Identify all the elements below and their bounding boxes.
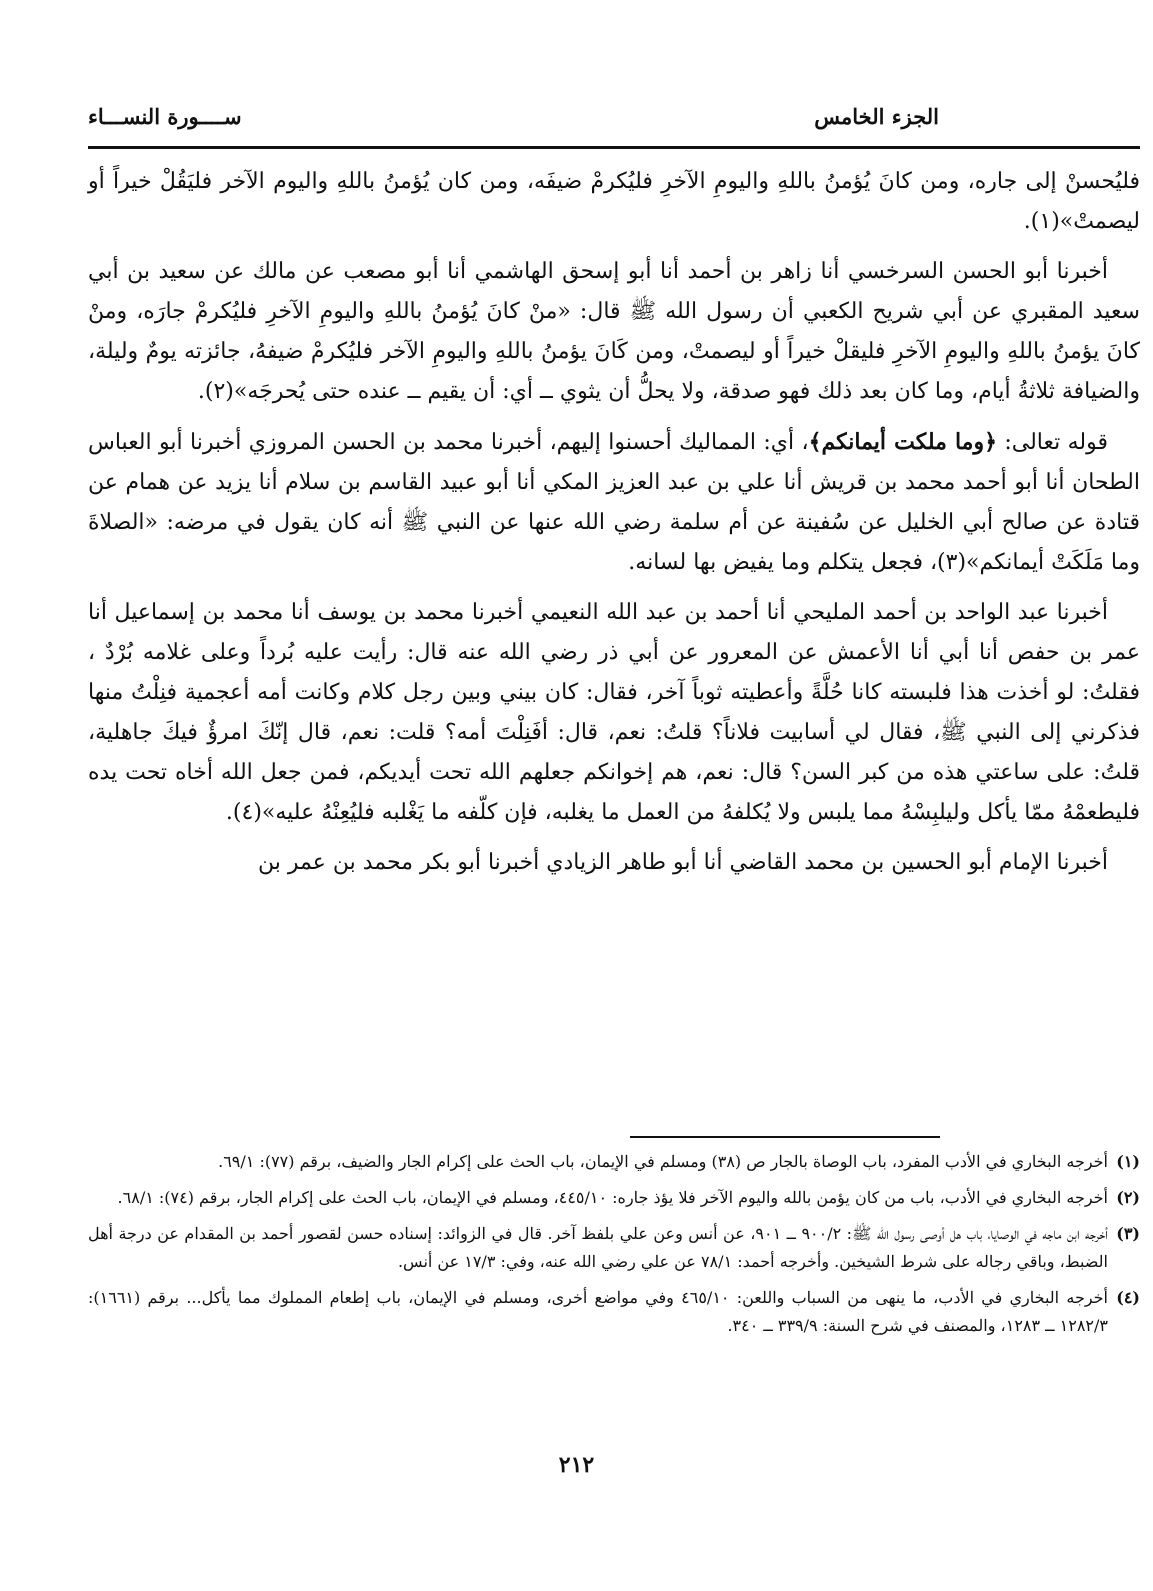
footnote (88, 1220, 1140, 1276)
verse-intro: قوله تعالى: (996, 430, 1109, 455)
footnote-text: أخرجه البخاري في الأدب، باب من كان يؤمن بالله واليوم الآخر فلا يؤذ جاره: ٤٤٥/١٠، ومسلم في الإيمان، باب الحث على إكرام الجار، برقم (٧٤): ٦٨/١. (117, 1188, 1108, 1207)
main-text (88, 162, 1140, 893)
paragraph-5: أخبرنا الإمام أبو الحسين بن محمد القاضي أنا أبو طاهر الزيادي أخبرنا أبو بكر محمد بن عمر بن (258, 850, 1108, 875)
footnote (88, 1184, 1140, 1212)
footnote-number: (١) (1116, 1152, 1140, 1171)
paragraph-4: أخبرنا عبد الواحد بن أحمد المليحي أنا أحمد بن عبد الله النعيمي أخبرنا محمد بن يوسف أنا محمد بن إسماعيل أنا عمر بن حفص أنا أبي أنا الأعمش عن المعرور عن أبي ذر رضي الله عنه قال: رأيت عليه بُرداً وعلى غلامه بُرْدٌ ، فقلتُ: لو أخذت هذا فلبسته كانا حُلَّةً وأعطيته ثوباً آخر، فقال: كان بيني وبين رجل كلام وكانت أمه أعجمية فنِلْتُ منها فذكرني إلى النبي ﷺ، فقال لي أسابيت فلاناً؟ قلتُ: نعم، قال: أفَنِلْتَ أمه؟ قلت: نعم، قال إنّكَ امرؤٌ فيكَ جاهلية، قلتُ: على ساعتي هذه من كبر السن؟ قال: نعم، هم إخوانكم جعلهم الله تحت أيديكم، فمن جعل الله أخاه تحت يده فليطعمْهُ ممّا يأكل وليلبِسْهُ مما يلبس ولا يُكلفهُ من العمل ما يغلبه، فإن كلّفه ما يَغْلبه فليُعِنْهُ عليه»(٤). (88, 600, 1141, 825)
paragraph-2: أخبرنا أبو الحسن السرخسي أنا زاهر بن أحمد أنا أبو إسحق الهاشمي أنا أبو مصعب عن مالك عن سعيد بن أبي سعيد المقبري عن أبي شريح الكعبي أن رسول الله ﷺ قال: «منْ كانَ يُؤمنُ باللهِ واليومِ الآخرِ فليُكرمْ جارَه، ومنْ كانَ يؤمنُ باللهِ واليومِ الآخرِ فليقلْ خيراً أو ليصمتْ، ومن كَانَ يؤمنُ باللهِ واليومِ الآخر فليُكرمْ ضيفهُ، جائزته يومٌ وليلة، والضيافة ثلاثةُ أيام، وما كان بعد ذلك فهو صدقة، ولا يحلُّ أن يثوي ــ أي: أن يقيم ــ عنده حتى يُحرجَه»(٢). (88, 259, 1140, 404)
footnote-number: (٣) (1116, 1224, 1140, 1243)
footnote (88, 1148, 1140, 1176)
footnote-number: (٤) (1116, 1288, 1140, 1307)
footnote-text: أخرجه البخاري في الأدب، ما ينهى من السباب واللعن: ٤٦٥/١٠ وفي مواضع أخرى، ومسلم في الإيمان، باب إطعام المملوك مما يأكل... برقم (١٦٦١): ١٢٨٢/٣ ــ ١٢٨٣، والمصنف في شرح السنة: ٣٣٩/٩ ــ ٣٤٠. (88, 1288, 1108, 1335)
paragraph-1: فليُحسنْ إلى جاره، ومن كانَ يُؤمنُ باللهِ واليومِ الآخرِ فليُكرمْ ضيفَه، ومن كان يُؤمنُ باللهِ واليوم الآخر فليَقُلْ خيراً أو ليصمتْ»(١). (88, 169, 1140, 234)
footnote-text: أخرجه ابن ماجه في الوصايا، باب هل أوصى رسول الله ﷺ: ٩٠٠/٢ ــ ٩٠١، عن أنس وعن علي بلفظ آخر. قال في الزوائد: إسناده حسن لقصور أحمد بن المقدام عن درجة أهل الضبط، وباقي رجاله على شرط الشيخين. وأخرجه أحمد: ٧٨/١ عن علي رضي الله عنه، وفي: ١٧/٣ عن أنس. (88, 1224, 1109, 1271)
footnote-text: أخرجه البخاري في الأدب المفرد، باب الوصاة بالجار ص (٣٨) ومسلم في الإيمان، باب الحث على إكرام الجار والضيف، برقم (٧٧): ٦٩/١. (218, 1152, 1108, 1171)
part-title: الجزء الخامس (814, 104, 939, 129)
paragraph-3 (88, 422, 1140, 583)
footnote-number: (٢) (1116, 1188, 1140, 1207)
footnote (88, 1284, 1140, 1340)
surah-title: ســــورة النســـاء (88, 104, 242, 129)
page-number: ٢١٢ (558, 1452, 595, 1478)
quran-verse: ﴿وما ملكت أيمانكم﴾ (808, 429, 997, 455)
footnotes (88, 1148, 1140, 1348)
running-header (88, 104, 939, 144)
footnote-rule (630, 1136, 940, 1138)
verse-paragraph-text: ، أي: المماليك أحسنوا إليهم، أخبرنا محمد بن الحسن المروزي أخبرنا أبو العباس الطحان أنا أبو أحمد محمد بن قريش أنا علي بن عبد العزيز المكي أنا أبو عبيد القاسم بن سلام أنا يزيد عن همام عن قتادة عن صالح أبي الخليل عن سُفينة عن أم سلمة رضي الله عنها عن النبي ﷺ أنه كان يقول في مرضه: «الصلاةَ وما مَلَكَتْ أيمانكم»(٣)، فجعل يتكلم وما يفيض بها لسانه. (88, 430, 1140, 575)
header-rule (88, 146, 1140, 149)
